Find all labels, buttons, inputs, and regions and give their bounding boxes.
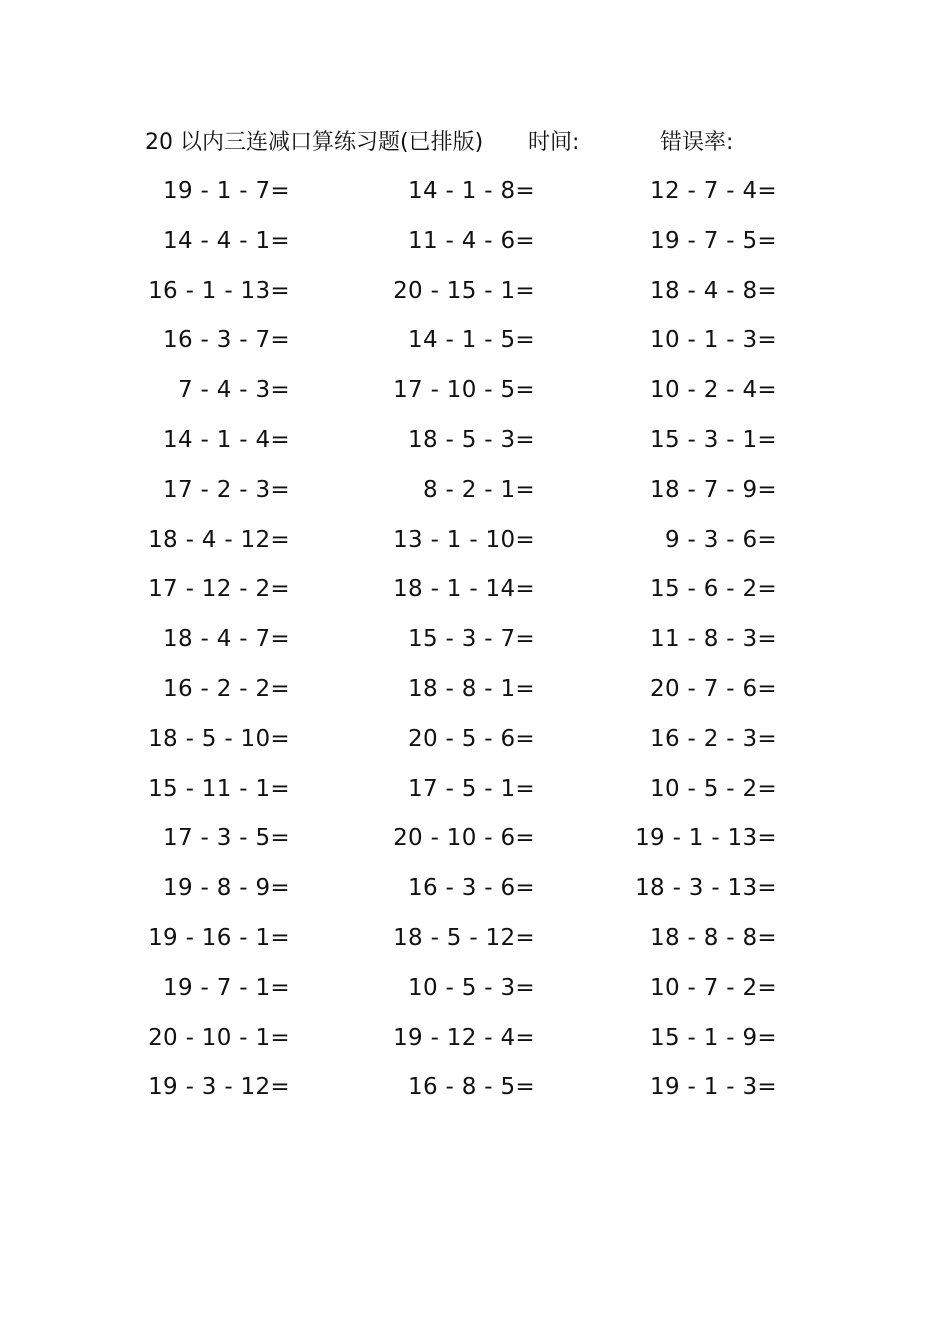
- problem-row: [0, 672, 950, 722]
- subtraction-problem: 20 - 10 - 1=: [148, 1024, 290, 1051]
- subtraction-problem: 18 - 1 - 14=: [393, 576, 535, 603]
- subtraction-problem: 11 - 8 - 3=: [650, 626, 777, 653]
- subtraction-problem: 19 - 1 - 7=: [163, 178, 290, 204]
- subtraction-problem: 16 - 8 - 5=: [408, 1074, 535, 1101]
- subtraction-problem: 18 - 5 - 10=: [148, 725, 290, 752]
- subtraction-problem: 16 - 2 - 3=: [650, 725, 777, 752]
- subtraction-problem: 17 - 3 - 5=: [163, 825, 290, 852]
- worksheet-header: [145, 126, 825, 160]
- subtraction-problem: 15 - 3 - 7=: [408, 626, 535, 653]
- subtraction-problem: 19 - 1 - 13=: [635, 825, 777, 852]
- subtraction-problem: 20 - 7 - 6=: [650, 675, 777, 702]
- subtraction-problem: 19 - 8 - 9=: [163, 875, 290, 902]
- subtraction-problem: 18 - 8 - 1=: [408, 675, 535, 702]
- problem-row: [0, 622, 950, 672]
- subtraction-problem: 18 - 5 - 3=: [408, 426, 535, 453]
- subtraction-problem: 10 - 7 - 2=: [650, 974, 777, 1001]
- subtraction-problem: 19 - 3 - 12=: [148, 1074, 290, 1101]
- subtraction-problem: 19 - 7 - 5=: [650, 227, 777, 254]
- subtraction-problem: 20 - 10 - 6=: [393, 825, 535, 852]
- problem-row: [0, 373, 950, 423]
- problem-row: [0, 174, 950, 224]
- problem-row: [0, 722, 950, 772]
- problem-row: [0, 871, 950, 921]
- subtraction-problem: 16 - 3 - 6=: [408, 875, 535, 902]
- subtraction-problem: 8 - 2 - 1=: [422, 476, 535, 503]
- subtraction-problem: 16 - 1 - 13=: [148, 277, 290, 304]
- subtraction-problem: 17 - 2 - 3=: [163, 476, 290, 503]
- subtraction-problem: 12 - 7 - 4=: [650, 178, 777, 204]
- subtraction-problem: 15 - 11 - 1=: [148, 775, 290, 802]
- subtraction-problem: 18 - 7 - 9=: [650, 476, 777, 503]
- subtraction-problem: 18 - 5 - 12=: [393, 924, 535, 951]
- subtraction-problem: 9 - 3 - 6=: [664, 526, 777, 553]
- problem-row: [0, 921, 950, 971]
- subtraction-problem: 10 - 5 - 2=: [650, 775, 777, 802]
- problem-row: [0, 1070, 950, 1120]
- subtraction-problem: 16 - 2 - 2=: [163, 675, 290, 702]
- subtraction-problem: 11 - 4 - 6=: [408, 227, 535, 254]
- subtraction-problem: 19 - 7 - 1=: [163, 974, 290, 1001]
- problem-row: [0, 1021, 950, 1071]
- subtraction-problem: 17 - 5 - 1=: [408, 775, 535, 802]
- subtraction-problem: 14 - 4 - 1=: [163, 227, 290, 254]
- subtraction-problem: 17 - 10 - 5=: [393, 377, 535, 404]
- subtraction-problem: 15 - 3 - 1=: [650, 426, 777, 453]
- time-label: 时间:: [528, 130, 580, 155]
- subtraction-problem: 14 - 1 - 5=: [408, 327, 535, 354]
- problem-row: [0, 523, 950, 573]
- problem-row: [0, 971, 950, 1021]
- subtraction-problem: 15 - 6 - 2=: [650, 576, 777, 603]
- subtraction-problem: 14 - 1 - 4=: [163, 426, 290, 453]
- problem-row: [0, 572, 950, 622]
- problem-row: [0, 323, 950, 373]
- subtraction-problem: 18 - 4 - 12=: [148, 526, 290, 553]
- problem-row: [0, 274, 950, 324]
- problem-row: [0, 821, 950, 871]
- problem-row: [0, 224, 950, 274]
- subtraction-problem: 19 - 16 - 1=: [148, 924, 290, 951]
- error-rate-label: 错误率:: [660, 130, 734, 155]
- subtraction-problem: 10 - 5 - 3=: [408, 974, 535, 1001]
- subtraction-problem: 18 - 4 - 7=: [163, 626, 290, 653]
- subtraction-problem: 7 - 4 - 3=: [177, 377, 290, 404]
- subtraction-problem: 14 - 1 - 8=: [408, 178, 535, 204]
- subtraction-problem: 10 - 1 - 3=: [650, 327, 777, 354]
- worksheet-title: 20 以内三连减口算练习题(已排版): [145, 130, 484, 155]
- subtraction-problem: 18 - 3 - 13=: [635, 875, 777, 902]
- subtraction-problem: 19 - 12 - 4=: [393, 1024, 535, 1051]
- subtraction-problem: 17 - 12 - 2=: [148, 576, 290, 603]
- problem-row: [0, 772, 950, 822]
- subtraction-problem: 20 - 5 - 6=: [408, 725, 535, 752]
- subtraction-problem: 18 - 8 - 8=: [650, 924, 777, 951]
- subtraction-problem: 20 - 15 - 1=: [393, 277, 535, 304]
- problem-row: [0, 423, 950, 473]
- problem-grid: [0, 174, 950, 1120]
- subtraction-problem: 15 - 1 - 9=: [650, 1024, 777, 1051]
- problem-row: [0, 473, 950, 523]
- subtraction-problem: 19 - 1 - 3=: [650, 1074, 777, 1101]
- subtraction-problem: 13 - 1 - 10=: [393, 526, 535, 553]
- subtraction-problem: 16 - 3 - 7=: [163, 327, 290, 354]
- subtraction-problem: 18 - 4 - 8=: [650, 277, 777, 304]
- subtraction-problem: 10 - 2 - 4=: [650, 377, 777, 404]
